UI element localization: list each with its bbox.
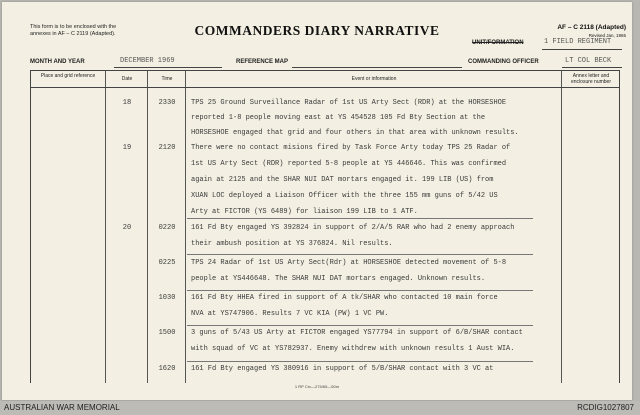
entry-text-line: NVA at YS747906. Results 7 VC KIA (PW) 1 VC PW. — [191, 310, 389, 318]
page-title: COMMANDERS DIARY NARRATIVE — [194, 23, 440, 38]
month-year-value: DECEMBER 1969 — [120, 57, 175, 65]
entry-time: 0220 — [158, 224, 176, 232]
entry-text-line: 1st US Arty Sect (RDR) reported 5-8 people at YS 446646. This was confirmed — [191, 160, 507, 168]
entry-text-line: TPS 25 Ground Surveillance Radar of 1st US Arty Sect (RDR) at the HORSESHOE — [191, 99, 507, 107]
entry-text-line: 161 Fd Bty HHEA fired in support of A tk/SHAR who contacted 10 main force — [191, 294, 498, 302]
column-divider — [147, 71, 148, 383]
entry-separator — [187, 325, 533, 326]
entry-time: 2120 — [158, 144, 176, 152]
column-divider — [185, 71, 186, 383]
entry-text-line: 3 guns of 5/43 US Arty at FICTOR engaged YS77794 in support of 6/B/SHAR contact — [191, 329, 523, 337]
archive-credit: AUSTRALIAN WAR MEMORIAL — [4, 403, 120, 412]
entry-text-line: 161 Fd Bty engaged YS 380916 in support of 5/B/SHAR contact with 3 VC at — [191, 365, 494, 373]
form-note-line-2: annexes in AF – C 2119 (Adapted). — [30, 31, 116, 37]
month-year-label: MONTH AND YEAR — [30, 59, 85, 65]
entry-text-line: with squad of VC at YS782937. Enemy withdrew with unknown results 1 Aust WIA. — [191, 345, 515, 353]
entry-time: 1500 — [158, 329, 176, 337]
month-year-underline — [114, 67, 222, 68]
commanding-officer-value: LT COL BECK — [565, 57, 612, 65]
entry-time: 0225 — [158, 259, 176, 267]
entry-time: 2330 — [158, 99, 176, 107]
entry-text-line: again at 2125 and the SHAR NUI DAT mortars engaged it. 199 LIB (US) from — [191, 176, 494, 184]
entry-separator — [187, 361, 533, 362]
entry-separator — [187, 254, 533, 255]
entry-text-line: TPS 24 Radar of 1st US Arty Sect(Rdr) at HORSESHOE detected movement of 5-8 — [191, 259, 507, 267]
archive-id: RCDIG1027807 — [577, 403, 634, 412]
entry-date: 18 — [122, 99, 132, 107]
reference-map-underline — [292, 67, 462, 68]
commanding-officer-underline — [562, 67, 622, 68]
entry-separator — [187, 290, 533, 291]
entry-time: 1030 — [158, 294, 176, 302]
unit-formation-label: UNIT/FORMATION — [472, 40, 524, 46]
unit-formation-value: 1 FIELD REGIMENT — [544, 38, 612, 46]
form-code: AF – C 2118 (Adapted) — [557, 24, 626, 31]
column-divider — [561, 71, 562, 383]
entry-text-line: There were no contact misions fired by Task Force Arty today TPS 25 Radar of — [191, 144, 511, 152]
header-date: Date — [121, 76, 133, 82]
diary-table — [30, 70, 620, 383]
unit-underline — [542, 49, 622, 50]
print-code: 1 RP Crv—275/65—50m — [294, 384, 340, 389]
header-rule — [31, 87, 619, 88]
header-event: Event or information — [351, 76, 397, 82]
form-note-line-1: This form is to be enclosed with the — [30, 24, 117, 30]
header-time: Time — [161, 76, 173, 82]
form-revised: Revised Jan, 1965 — [588, 33, 626, 38]
column-divider — [105, 71, 106, 383]
entry-text-line: their ambush position at YS 376824. Nil results. — [191, 240, 393, 248]
header-place: Place and grid reference — [40, 73, 96, 79]
entry-text-line: reported 1-8 people moving east at YS 454528 105 Fd Bty Section at the — [191, 114, 486, 122]
entry-date: 19 — [122, 144, 132, 152]
entry-text-line: Arty at FICTOR (YS 6489) for liaison 199 LIB to 1 ATF. — [191, 208, 418, 216]
entry-text-line: 161 Fd Bty engaged YS 392824 in support of 2/A/5 RAR who had 2 enemy approach — [191, 224, 515, 232]
header-annex: Annex letter and enclosure number — [570, 73, 612, 85]
reference-map-label: REFERENCE MAP — [236, 59, 289, 65]
entry-text-line: people at YS446648. The SHAR NUI DAT mortars engaged. Unknown results. — [191, 275, 486, 283]
entry-text-line: XUAN LOC deployed a Liaison Officer with the three 155 mm guns of 5/42 US — [191, 192, 498, 200]
entry-time: 1620 — [158, 365, 176, 373]
entry-text-line: HORSESHOE engaged that grid and four others in that area with unknown results. — [191, 129, 519, 137]
entry-date: 20 — [122, 224, 132, 232]
commanding-officer-label: COMMANDING OFFICER — [468, 59, 539, 65]
entry-separator — [187, 218, 533, 219]
diary-page — [2, 2, 632, 400]
